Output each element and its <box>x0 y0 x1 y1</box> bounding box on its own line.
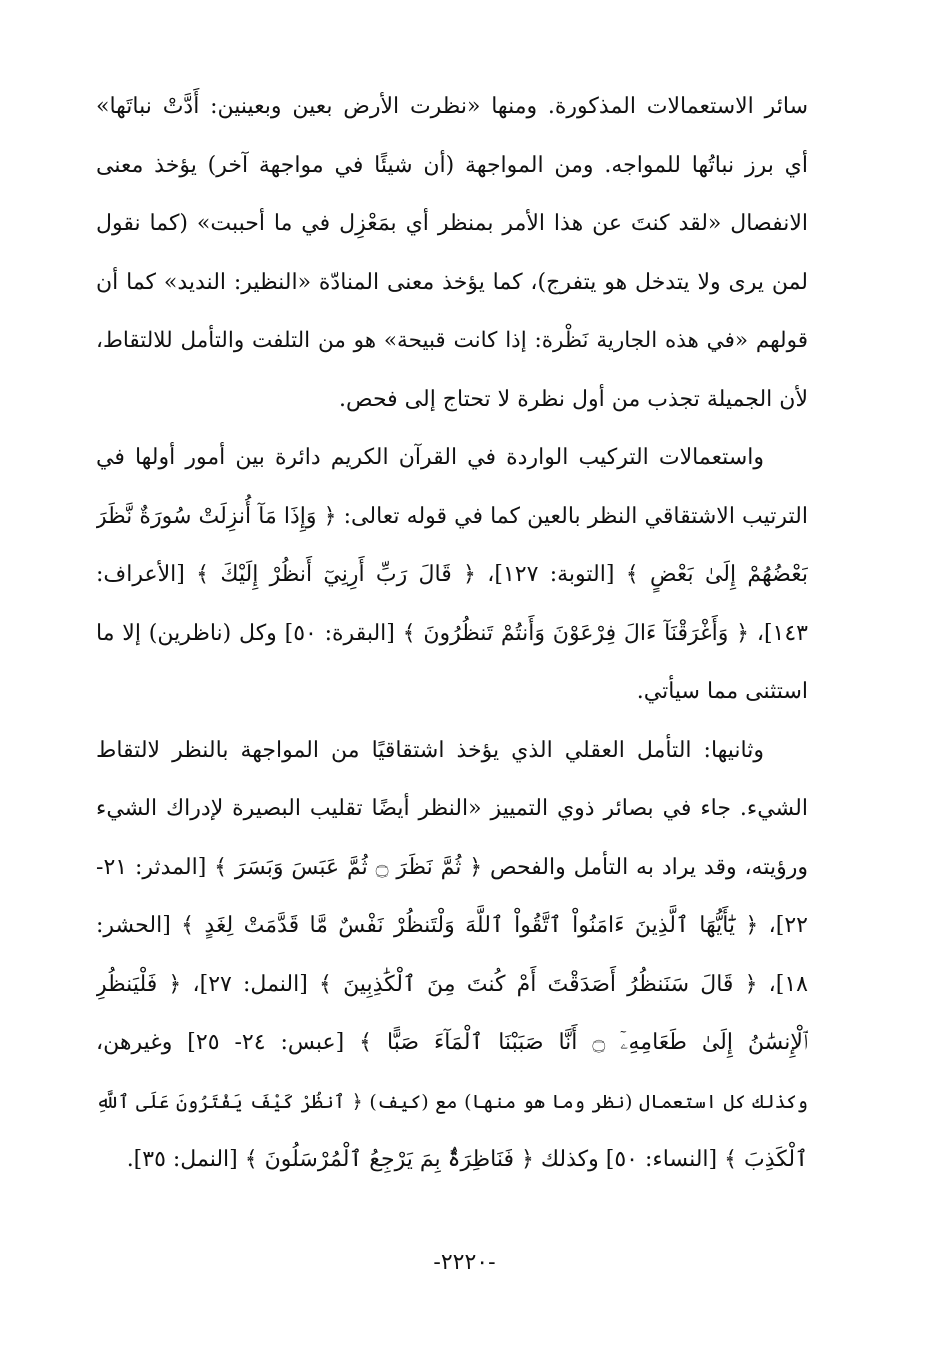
paragraph-1 <box>96 78 808 429</box>
text-line: وكذلك كل استعمال (نظر وما هو منها) مع (كيف) ﴿ ٱنظُرْ كَيْفَ يَفْتَرُونَ عَلَى ٱللَّهِ <box>96 1090 808 1113</box>
text-line: ١٤٣]، ﴿ وَأَغْرَقْنَآ ءَالَ فِرْعَوْنَ وَأَنتُمْ تَنظُرُونَ ﴾ [البقرة: ٥٠] وكل (ناظرين) إلا ما <box>96 620 808 646</box>
text-line: ٢٢]، ﴿ يَٰٓأَيُّهَا ٱلَّذِينَ ءَامَنُواْ ٱتَّقُواْ ٱللَّهَ وَلْتَنظُرْ نَفْسٌ مَّا قَدَّمَتْ لِغَدٍ ﴾ [الحشر: <box>96 913 808 938</box>
text-line: ٱلْكَذِبَ ﴾ [النساء: ٥٠] وكذلك ﴿ فَنَاظِرَةٌۢ بِمَ يَرْجِعُ ٱلْمُرْسَلُونَ ﴾ [النمل: ٣٥]. <box>126 1147 808 1172</box>
page-number: -٢٢٢٠- <box>433 1250 496 1275</box>
text-line: قولهم «في هذه الجارية نَظْرة: إذا كانت قبيحة» هو من التلفت والتأمل للالتقاط، <box>96 328 808 353</box>
text-line: واستعمالات التركيب الواردة في القرآن الكريم دائرة بين أمور أولها في <box>96 445 764 470</box>
text-line: ١٨]، ﴿ قَالَ سَنَنظُرُ أَصَدَقْتَ أَمْ كُنتَ مِنَ ٱلْكَٰذِبِينَ ﴾ [النمل: ٢٧]، ﴿ فَلْيَنظُرِ <box>96 971 808 997</box>
text-line: الانفصال «لقد كنتَ عن هذا الأمر بمنظر أي بمَعْزِل في ما أحببت» (كما نقول <box>96 211 808 236</box>
text-line: الشيء. جاء في بصائر ذوي التمييز «النظر أيضًا تقليب البصيرة لإدراك الشيء <box>96 796 808 821</box>
text-line: استثنى مما سيأتي. <box>636 679 808 704</box>
body-text <box>96 78 808 1190</box>
text-line: لأن الجميلة تجذب من أول نظرة لا تحتاج إلى فحص. <box>339 386 808 412</box>
text-line: ورؤيته، وقد يراد به التأمل والفحص ﴿ ثُمَّ نَظَرَ ۝ ثُمَّ عَبَسَ وَبَسَرَ ﴾ [المدثر: ٢١- <box>96 854 808 880</box>
paragraph-3 <box>96 722 808 1190</box>
text-line: سائر الاستعمالات المذكورة. ومنها «نظرت الأرض بعين وبعينين: أَدَّتْ نباتَها» <box>96 94 808 119</box>
text-line: الترتيب الاشتقاقي النظر بالعين كما في قوله تعالى: ﴿ وَإِذَا مَآ أُنزِلَتْ سُورَةٌ نَّظَرَ <box>96 503 808 529</box>
text-line: لمن يرى ولا يتدخل هو يتفرج)، كما يؤخذ معنى المنادّة «النظير: النديد» كما أن <box>96 269 808 295</box>
text-line: بَعْضُهُمْ إِلَىٰ بَعْضٍ ﴾ [التوبة: ١٢٧]، ﴿ قَالَ رَبِّ أَرِنِيٓ أَنظُرْ إِلَيْكَ ﴾ [الأعراف: <box>96 562 808 587</box>
text-line: وثانيها: التأمل العقلي الذي يؤخذ اشتقاقيًا من المواجهة بالنظر لالتقاط <box>96 737 764 763</box>
text-line: أي برز نباتُها للمواجه. ومن المواجهة (أن شيئًا في مواجهة آخر) يؤخذ معنى <box>96 152 808 178</box>
text-line: ٱلْإِنسَٰنُ إِلَىٰ طَعَامِهِۦٓ ۝ أَنَّا صَبَبْنَا ٱلْمَآءَ صَبًّا ﴾ [عبس: ٢٤- ٢٥] وغيرهن، <box>96 1030 808 1055</box>
paragraph-2 <box>96 429 808 722</box>
